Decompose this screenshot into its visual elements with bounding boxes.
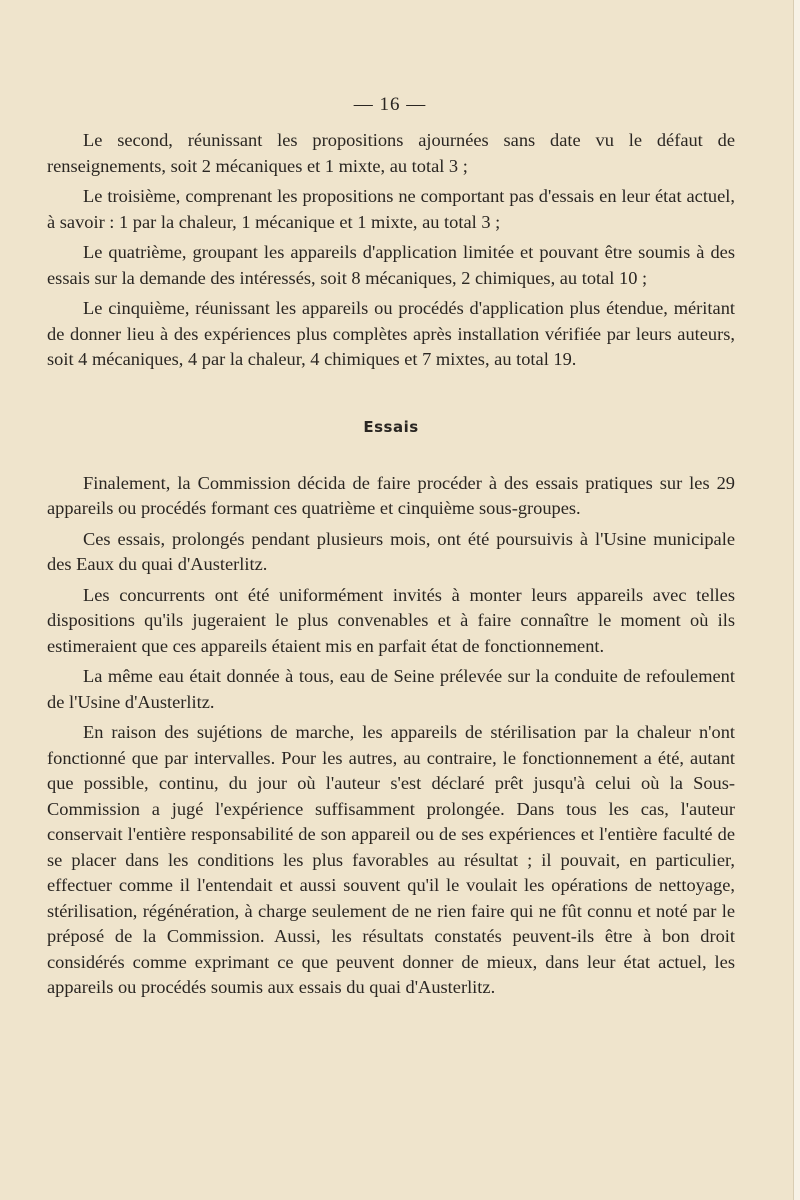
paragraph-essais-location: Ces essais, prolongés pendant plusieurs mois, ont été poursuivis à l'Usine municipale des Eaux du quai d'Austerlitz. xyxy=(47,528,735,574)
page-edge xyxy=(793,0,800,1200)
paragraph-fourth-subgroup: Le quatrième, groupant les appareils d'application limitée et pouvant être soumis à des essais sur la demande des intéressés, soit 8 mécaniques, 2 chimiques, au total 10 ; xyxy=(47,242,735,288)
section-heading: Essais xyxy=(363,417,419,436)
paragraph-group-subgroups xyxy=(47,128,735,373)
paragraph-group-essais xyxy=(47,471,735,1001)
paragraph-fifth-subgroup: Le cinquième, réunissant les appareils ou procédés d'application plus étendue, méritant de donner lieu à des expériences plus complètes après installation vérifiée par leurs auteurs, soit 4 mécaniques, 4 par la chaleur, 4 chimiques et 7 mixtes, au total 19. xyxy=(47,298,735,369)
page-number: — 16 — xyxy=(353,94,427,115)
paragraph-third-subgroup: Le troisième, comprenant les propositions ne comportant pas d'essais en leur état actuel, à savoir : 1 par la chaleur, 1 mécanique et 1 mixte, au total 3 ; xyxy=(47,186,735,232)
paragraph-essais-conditions: En raison des sujétions de marche, les appareils de stérilisation par la chaleur n'ont fonctionné que par intervalles. Pour les autres, au contraire, le fonctionnement a été, autant que possible, continu, du jour où l'auteur s'est déclaré prêt jusqu'à celui où la Sous-Commission a jugé l'expérience suffisamment prolongée. Dans tous les cas, l'auteur conservait l'entière responsabilité de son appareil ou de ses expériences et l'entière faculté de se placer dans les conditions les plus favorables au résultat ; il pouvait, en particulier, effectuer comme il l'entendait et aussi souvent qu'il le voulait les opérations de nettoyage, stérilisation, régénération, à charge seulement de ne rien faire qui ne fût connu et noté par le préposé de la Commission. Aussi, les résultats constatés peuvent-ils être à bon droit considérés comme exprimant ce que peuvent donner de mieux, dans leur état actuel, les appareils ou procédés soumis aux essais du quai d'Austerlitz. xyxy=(47,722,735,997)
paragraph-essais-installation: Les concurrents ont été uniformément invités à monter leurs appareils avec telles dispositions qu'ils jugeraient le plus convenables et à faire connaître le moment où ils estimeraient que ces appareils étaient mis en parfait état de fonctionnement. xyxy=(47,584,735,656)
page-body xyxy=(47,128,735,1001)
paragraph-second-subgroup: Le second, réunissant les propositions ajournées sans date vu le défaut de renseignements, soit 2 mécaniques et 1 mixte, au total 3 ; xyxy=(47,130,735,176)
paragraph-essais-decision: Finalement, la Commission décida de faire procéder à des essais pratiques sur les 29 appareils ou procédés formant ces quatrième et cinquième sous-groupes. xyxy=(47,472,735,518)
paragraph-essais-water: La même eau était donnée à tous, eau de Seine prélevée sur la conduite de refoulement de l'Usine d'Austerlitz. xyxy=(47,666,735,712)
